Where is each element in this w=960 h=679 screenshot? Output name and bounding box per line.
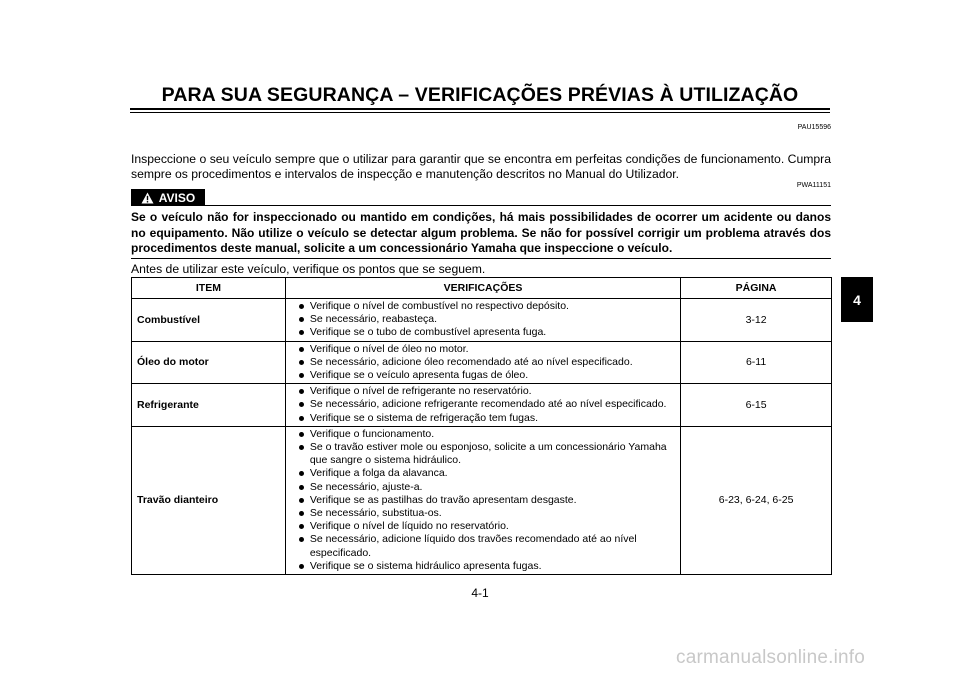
table-row <box>132 299 832 342</box>
warning-text: Se o veículo não for inspeccionado ou mantido em condições, há mais possibilidades de ocorrer um acidente ou danos no equipamento. Não utilize o veículo se detectar algum problema. Se não for possível corrigir um problema através dos procedimentos deste manual, solicite a um concessionário Yamaha que inspeccione o veículo. <box>131 210 831 255</box>
warning-triangle-icon <box>141 192 154 204</box>
check-item: Verifique o nível de refrigerante no reservatório. <box>298 385 676 398</box>
table-intro: Antes de utilizar este veículo, verifique os pontos que se seguem. <box>131 262 486 276</box>
row-item: Refrigerante <box>132 384 286 427</box>
check-item: Se necessário, reabasteça. <box>298 313 676 326</box>
row-item: Combustível <box>132 299 286 342</box>
table-row <box>132 384 832 427</box>
check-item: Verifique se as pastilhas do travão apresentam desgaste. <box>298 494 676 507</box>
check-item: Se necessário, substitua-os. <box>298 507 676 520</box>
row-checks <box>285 341 680 384</box>
check-item: Se necessário, adicione líquido dos travões recomendado até ao nível especificado. <box>298 533 676 559</box>
table-row <box>132 426 832 574</box>
header-page: PÁGINA <box>681 278 832 299</box>
check-item: Se o travão estiver mole ou esponjoso, solicite a um concessionário Yamaha que sangre o sistema hidráulico. <box>298 441 676 467</box>
chapter-tab[interactable]: 4 <box>841 277 873 322</box>
checks-table <box>131 277 832 575</box>
section-code: PAU15596 <box>797 124 831 131</box>
warning-badge <box>131 189 205 206</box>
page-number: 4-1 <box>471 586 489 600</box>
row-page: 3-12 <box>681 299 832 342</box>
check-item: Verifique se o sistema de refrigeração tem fugas. <box>298 412 676 425</box>
check-item: Se necessário, adicione óleo recomendado até ao nível especificado. <box>298 356 676 369</box>
check-item: Verifique se o tubo de combustível apresenta fuga. <box>298 326 676 339</box>
check-item: Verifique o nível de combustível no respectivo depósito. <box>298 300 676 313</box>
title-rule <box>130 108 830 110</box>
row-item: Travão dianteiro <box>132 426 286 574</box>
warning-end-rule <box>131 258 831 259</box>
row-page: 6-11 <box>681 341 832 384</box>
check-item: Verifique o nível de líquido no reservatório. <box>298 520 676 533</box>
header-item: ITEM <box>132 278 286 299</box>
title-rule-thin <box>130 112 830 113</box>
check-item: Verifique a folga da alavanca. <box>298 467 676 480</box>
row-checks <box>285 299 680 342</box>
row-page: 6-23, 6-24, 6-25 <box>681 426 832 574</box>
row-checks <box>285 426 680 574</box>
check-item: Verifique se o sistema hidráulico apresenta fugas. <box>298 560 676 573</box>
warning-code: PWA11151 <box>796 182 831 189</box>
warning-label: AVISO <box>158 190 196 205</box>
watermark: carmanualsonline.info <box>676 647 866 668</box>
check-item: Verifique o nível de óleo no motor. <box>298 343 676 356</box>
check-item: Se necessário, adicione refrigerante recomendado até ao nível especificado. <box>298 398 676 411</box>
check-item: Se necessário, ajuste-a. <box>298 481 676 494</box>
row-checks <box>285 384 680 427</box>
table-header-row <box>132 278 832 299</box>
row-item: Óleo do motor <box>132 341 286 384</box>
table-row <box>132 341 832 384</box>
row-page: 6-15 <box>681 384 832 427</box>
check-item: Verifique o funcionamento. <box>298 428 676 441</box>
intro-paragraph: Inspeccione o seu veículo sempre que o utilizar para garantir que se encontra em perfeitas condições de funcionamento. Cumpra sempre os procedimentos e intervalos de inspecção e manutenção descritos no Manual do Utilizador. <box>131 152 831 181</box>
header-checks: VERIFICAÇÕES <box>285 278 680 299</box>
warning-rule <box>131 205 831 206</box>
page-title: PARA SUA SEGURANÇA – VERIFICAÇÕES PRÉVIAS À UTILIZAÇÃO <box>161 84 799 106</box>
check-item: Verifique se o veículo apresenta fugas de óleo. <box>298 369 676 382</box>
